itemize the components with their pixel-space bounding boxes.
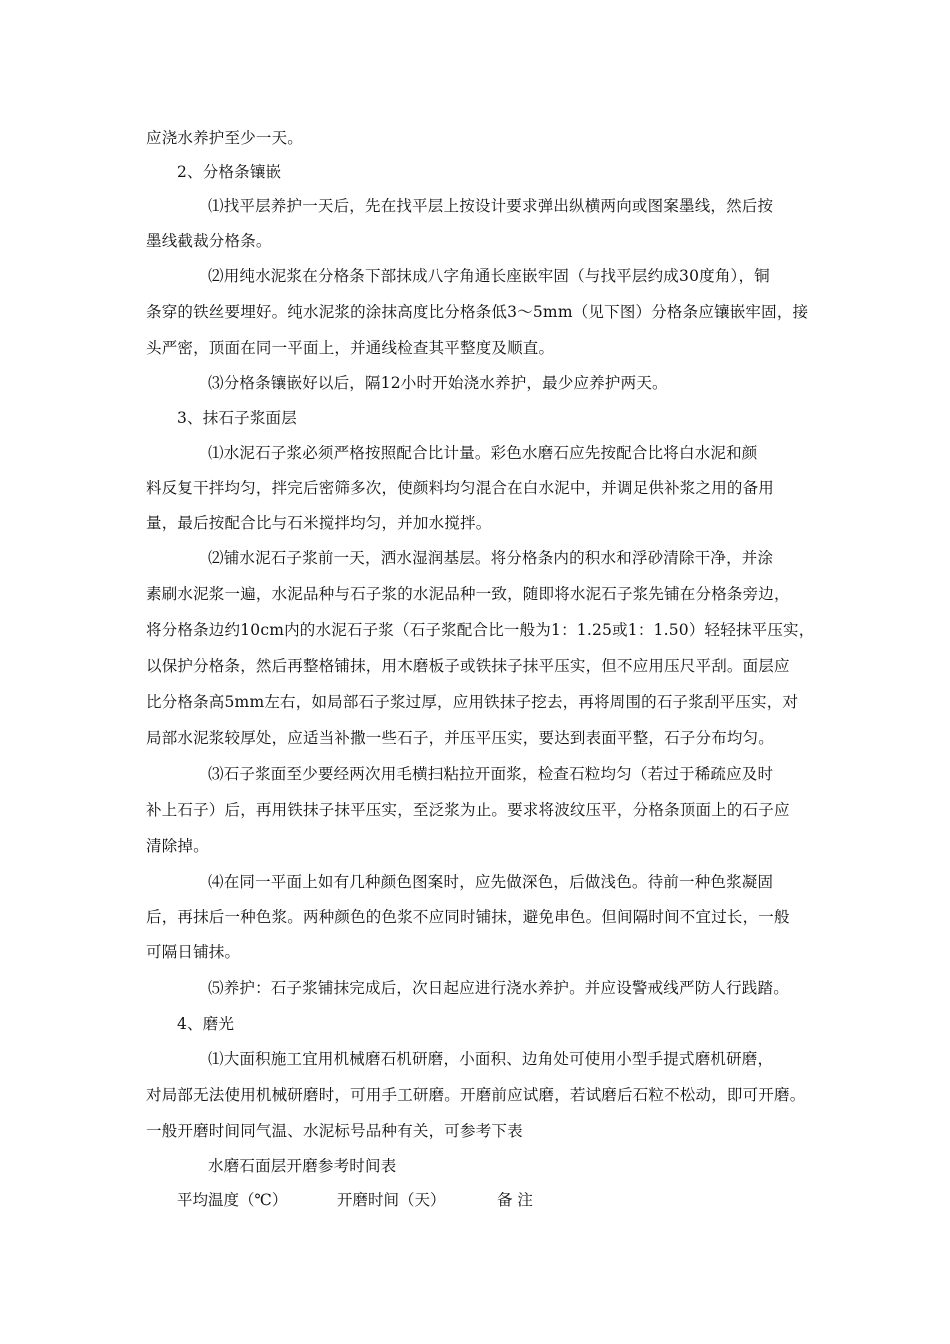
- table-header-grinding-time: 开磨时间（天）: [337, 1191, 446, 1209]
- text-line: 头严密，顶面在同一平面上，并通线检查其平整度及顺直。: [146, 339, 555, 357]
- text-line: 对局部无法使用机械研磨时，可用手工研磨。开磨前应试磨，若试磨后石粒不松动，即可开磨。: [146, 1086, 806, 1104]
- text-line: 后，再抹后一种色浆。两种颜色的色浆不应同时铺抹，避免串色。但间隔时间不宜过长，一般: [146, 908, 790, 926]
- section-heading: 3、抹石子浆面层: [177, 409, 297, 427]
- text-line: 将分格条边约10cm内的水泥石子浆（石子浆配合比一般为1：1.25或1：1.50）轻轻抹平压实，: [146, 621, 815, 639]
- text-line: ⑶分格条镶嵌好以后，隔12小时开始浇水养护，最少应养护两天。: [208, 374, 668, 392]
- table-caption: 水磨石面层开磨参考时间表: [208, 1157, 397, 1175]
- text-line: ⑴水泥石子浆必须严格按照配合比计量。彩色水磨石应先按配合比将白水泥和颜: [208, 444, 758, 462]
- text-line: ⑶石子浆面至少要经两次用毛横扫粘拉开面浆，检查石粒均匀（若过于稀疏应及时: [208, 765, 774, 783]
- text-line: ⑷在同一平面上如有几种颜色图案时，应先做深色，后做浅色。待前一种色浆凝固: [208, 873, 774, 891]
- text-line: ⑸养护：石子浆铺抹完成后，次日起应进行浇水养护。并应设警戒线严防人行践踏。: [208, 979, 789, 997]
- text-line: 补上石子）后，再用铁抹子抹平压实，至泛浆为止。要求将波纹压平，分格条顶面上的石子应: [146, 801, 790, 819]
- text-line: 清除掉。: [146, 837, 209, 855]
- section-heading: 2、分格条镶嵌: [177, 163, 282, 181]
- text-line: 一般开磨时间同气温、水泥标号品种有关，可参考下表: [146, 1122, 523, 1140]
- text-line: ⑴找平层养护一天后，先在找平层上按设计要求弹出纵横两向或图案墨线，然后按: [208, 197, 774, 215]
- text-line: 料反复干拌均匀，拌完后密筛多次，使颜料均匀混合在白水泥中，并调足供补浆之用的备用: [146, 479, 775, 497]
- text-line: 可隔日铺抹。: [146, 943, 241, 961]
- text-line: 条穿的铁丝要埋好。纯水泥浆的涂抹高度比分格条低3～5mm（见下图）分格条应镶嵌牢固，接: [146, 303, 809, 321]
- text-line: 以保护分格条，然后再整格铺抹，用木磨板子或铁抹子抹平压实，但不应用压尺平刮。面层应: [146, 657, 790, 675]
- text-line: ⑴大面积施工宜用机械磨石机研磨，小面积、边角处可使用小型手提式磨机研磨，: [208, 1050, 774, 1068]
- table-header-temperature: 平均温度（℃）: [177, 1191, 288, 1209]
- text-line: 素刷水泥浆一遍，水泥品种与石子浆的水泥品种一致，随即将水泥石子浆先铺在分格条旁边，: [146, 585, 790, 603]
- text-line: ⑵铺水泥石子浆前一天，洒水湿润基层。将分格条内的积水和浮砂清除干净，并涂: [208, 549, 774, 567]
- table-header-remarks: 备 注: [497, 1191, 533, 1209]
- text-line: 墨线截裁分格条。: [146, 232, 272, 250]
- text-line: 量，最后按配合比与石米搅拌均匀，并加水搅拌。: [146, 514, 492, 532]
- text-line: ⑵用纯水泥浆在分格条下部抹成八字角通长座嵌牢固（与找平层约成30度角），铜: [208, 267, 770, 285]
- text-line: 应浇水养护至少一天。: [146, 129, 304, 147]
- section-heading: 4、磨光: [177, 1015, 235, 1033]
- text-line: 局部水泥浆较厚处，应适当补撒一些石子，并压平压实，要达到表面平整，石子分布均匀。: [146, 729, 775, 747]
- text-line: 比分格条高5mm左右，如局部石子浆过厚，应用铁抹子挖去，再将周围的石子浆刮平压实，对: [146, 693, 799, 711]
